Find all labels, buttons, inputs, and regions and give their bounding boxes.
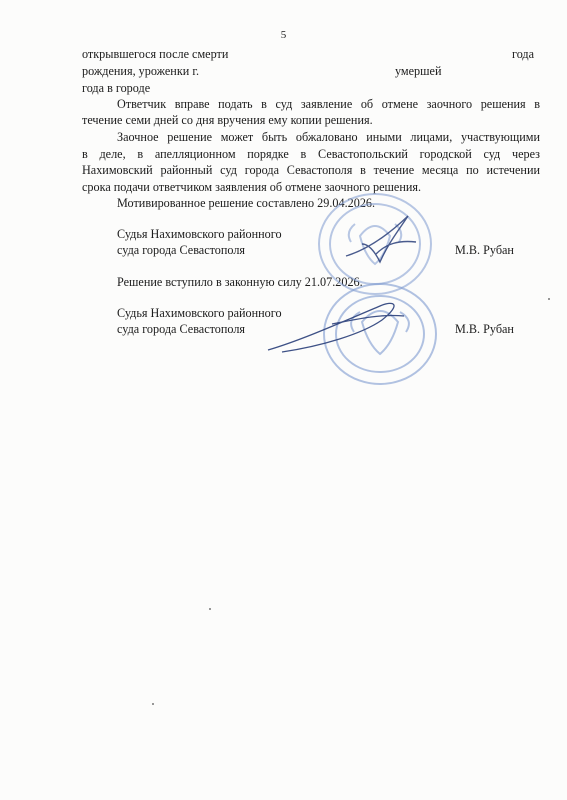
para2-line3: Нахимовский районный суд города Севастополя в течение месяца по истечении [82, 163, 540, 177]
motivated-decision-date: Мотивированное решение составлено 29.04.2026. [117, 196, 376, 210]
judge-name-1: М.В. Рубан [455, 243, 514, 257]
entered-into-force: Решение вступило в законную силу 21.07.2026. [117, 275, 363, 289]
text-line-1-right: года [512, 47, 535, 61]
text-line-3: года в городе [82, 81, 151, 95]
judge-court-2: суда города Севастополя [117, 322, 246, 336]
judge-name-2: М.В. Рубан [455, 322, 514, 336]
scan-speck [209, 608, 211, 610]
para1-line1: Ответчик вправе подать в суд заявление об отмене заочного решения в [117, 97, 540, 111]
court-seal-stamp-2 [262, 280, 440, 388]
text-line-2-left: рождения, уроженки г. [82, 64, 199, 78]
judge-title-1: Судья Нахимовского районного [117, 227, 282, 241]
page-number: 5 [280, 29, 287, 41]
judge-court-1: суда города Севастополя [117, 243, 246, 257]
judge-title-2: Судья Нахимовского районного [117, 306, 282, 320]
scan-speck [548, 298, 550, 300]
para2-line1: Заочное решение может быть обжаловано иными лицами, участвующими [117, 130, 540, 144]
scan-speck [152, 703, 154, 705]
text-line-1-left: открывшегося после смерти [82, 47, 229, 61]
para1-line2: течение семи дней со дня вручения ему копии решения. [82, 113, 373, 127]
para2-line2: в деле, в апелляционном порядке в Севастопольский городской суд через [82, 147, 540, 161]
para2-line4: срока подачи ответчиком заявления об отмене заочного решения. [82, 180, 422, 194]
text-line-2-right: умершей [395, 64, 442, 78]
